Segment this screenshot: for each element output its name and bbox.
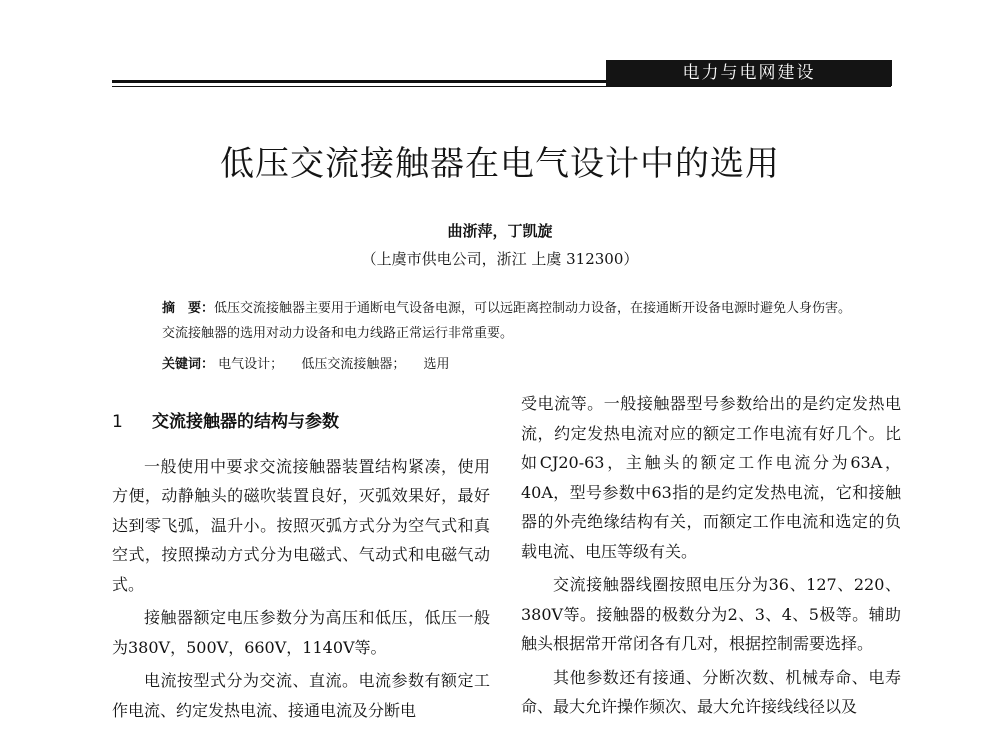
body-paragraph: 电流按型式分为交流、直流。电流参数有额定工作电流、约定发热电流、接通电流及分断电 [112, 671, 490, 720]
abstract-label: 摘 要： [162, 301, 215, 316]
body-paragraph: 其他参数还有接通、分断次数、机械寿命、电寿命、最大允许操作频次、最大允许接线线径以及 [521, 667, 901, 716]
article-affiliation: （上虞市供电公司，浙江 上虞 312300） [361, 250, 639, 268]
keywords-block [162, 353, 463, 372]
article-authors: 曲浙萍，丁凯旋 [447, 222, 553, 240]
abstract-block [162, 296, 862, 346]
body-paragraph: 接触器额定电压参数分为高压和低压，低压一般为380V，500V，660V，1140V等。 [112, 608, 490, 657]
keyword: 电气设计； [218, 357, 284, 372]
abstract-text: 低压交流接触器主要用于通断电气设备电源，可以远距离控制动力设备，在接通断开设备电源时避免人身伤害。交流接触器的选用对动力设备和电力线路正常运行非常重要。 [162, 301, 852, 341]
keyword: 低压交流接触器； [301, 357, 406, 372]
keyword: 选用 [423, 357, 450, 372]
header-rule-thin [112, 86, 891, 87]
article-title: 低压交流接触器在电气设计中的选用 [220, 144, 780, 184]
section-title: 交流接触器的结构与参数 [152, 412, 339, 432]
right-column [521, 389, 901, 726]
section-number: 1 [112, 412, 123, 432]
body-paragraph: 一般使用中要求交流接触器装置结构紧凑，使用方便，动静触头的磁吹装置良好，灭弧效果好，最好达到零飞弧，温升小。按照灭弧方式分为空气式和真空式，按照操动方式分为电磁式、气动式和电磁气动式。 [112, 456, 490, 594]
body-paragraph: 交流接触器线圈按照电压分为36、127、220、380V等。接触器的极数分为2、3、4、5极等。辅助触头根据常开常闭各有几对，根据控制需要选择。 [521, 575, 901, 653]
left-column [112, 396, 490, 729]
keywords-label: 关键词： [162, 357, 215, 372]
section-heading [112, 408, 490, 438]
body-paragraph: 受电流等。一般接触器型号参数给出的是约定发热电流，约定发热电流对应的额定工作电流有好几个。比如CJ20-63，主触头的额定工作电流分为63A，40A，型号参数中63指的是约定发热电流，它和接触器的外壳绝缘结构有关，而额定工作电流和选定的负载电流、电压等级有关。 [521, 394, 901, 561]
journal-section-label: 电力与电网建设 [606, 60, 892, 86]
